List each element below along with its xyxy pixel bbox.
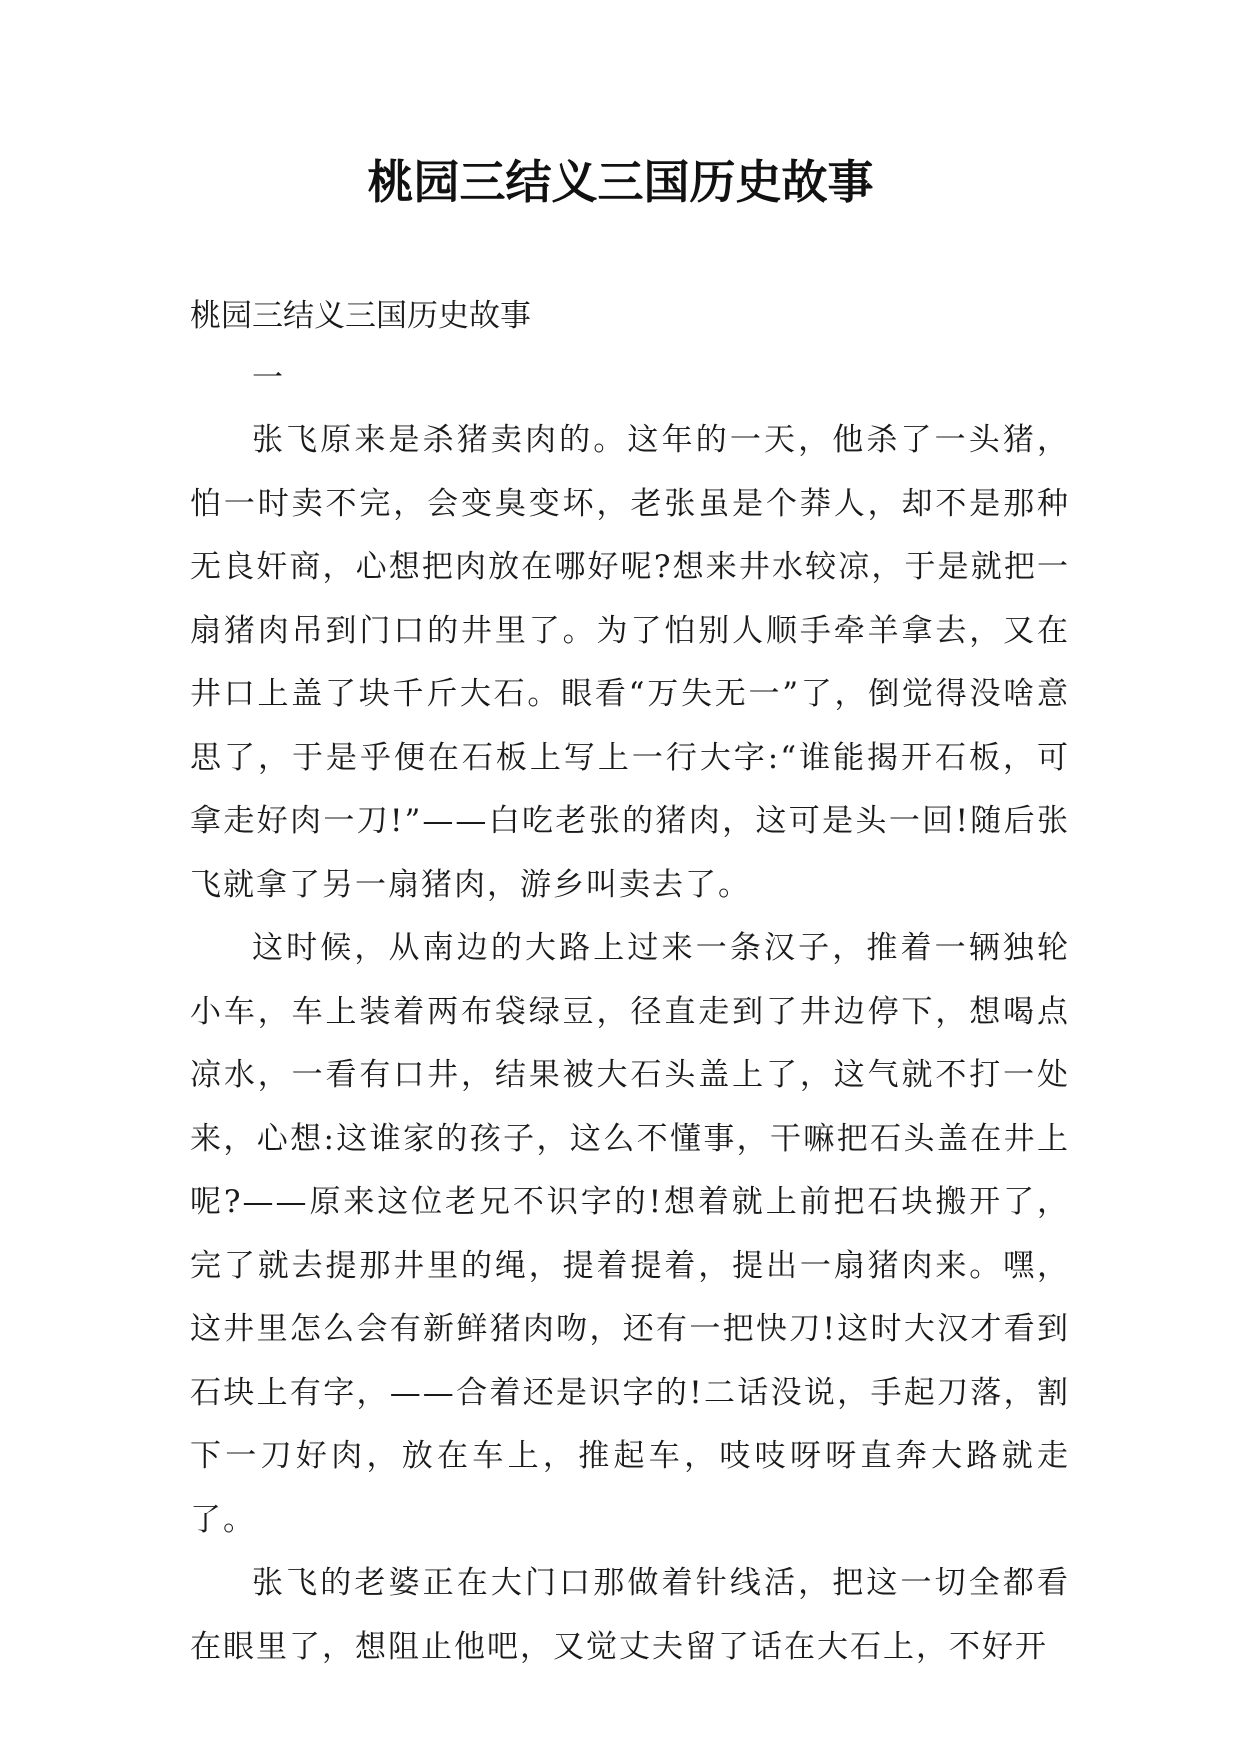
- document-body: [190, 285, 1070, 1679]
- section-number: 一: [252, 360, 283, 396]
- paragraph: 张飞原来是杀猪卖肉的。这年的一天，他杀了一头猪，怕一时卖不完，会变臭变坏，老张虽是个莽人，却不是那种无良奸商，心想把肉放在哪好呢?想来井水较凉，于是就把一扇猪肉吊到门口的井里了。为了怕别人顺手牵羊拿去，又在井口上盖了块千斤大石。眼看“万失无一”了，倒觉得没啥意思了，于是乎便在石板上写上一行大字:“谁能揭开石板，可拿走好肉一刀!”——白吃老张的猪肉，这可是头一回!随后张飞就拿了另一扇猪肉，游乡叫卖去了。: [190, 422, 1070, 903]
- document-subtitle: 桃园三结义三国历史故事: [190, 298, 531, 334]
- document-title: 桃园三结义三国历史故事: [367, 155, 874, 209]
- paragraph: 张飞的老婆正在大门口那做着针线活，把这一切全都看在眼里了，想阻止他吧，又觉丈夫留了话在大石上，不好开: [190, 1565, 1070, 1665]
- paragraph: 这时候，从南边的大路上过来一条汉子，推着一辆独轮小车，车上装着两布袋绿豆，径直走到了井边停下，想喝点凉水，一看有口井，结果被大石头盖上了，这气就不打一处来，心想:这谁家的孩子，这么不懂事，干嘛把石头盖在井上呢?——原来这位老兄不识字的!想着就上前把石块搬开了，完了就去提那井里的绳，提着提着，提出一扇猪肉来。嘿，这井里怎么会有新鲜猪肉吻，还有一把快刀!这时大汉才看到石块上有字，——合着还是识字的!二话没说，手起刀落，割下一刀好肉，放在车上，推起车，吱吱呀呀直奔大路就走了。: [190, 930, 1070, 1538]
